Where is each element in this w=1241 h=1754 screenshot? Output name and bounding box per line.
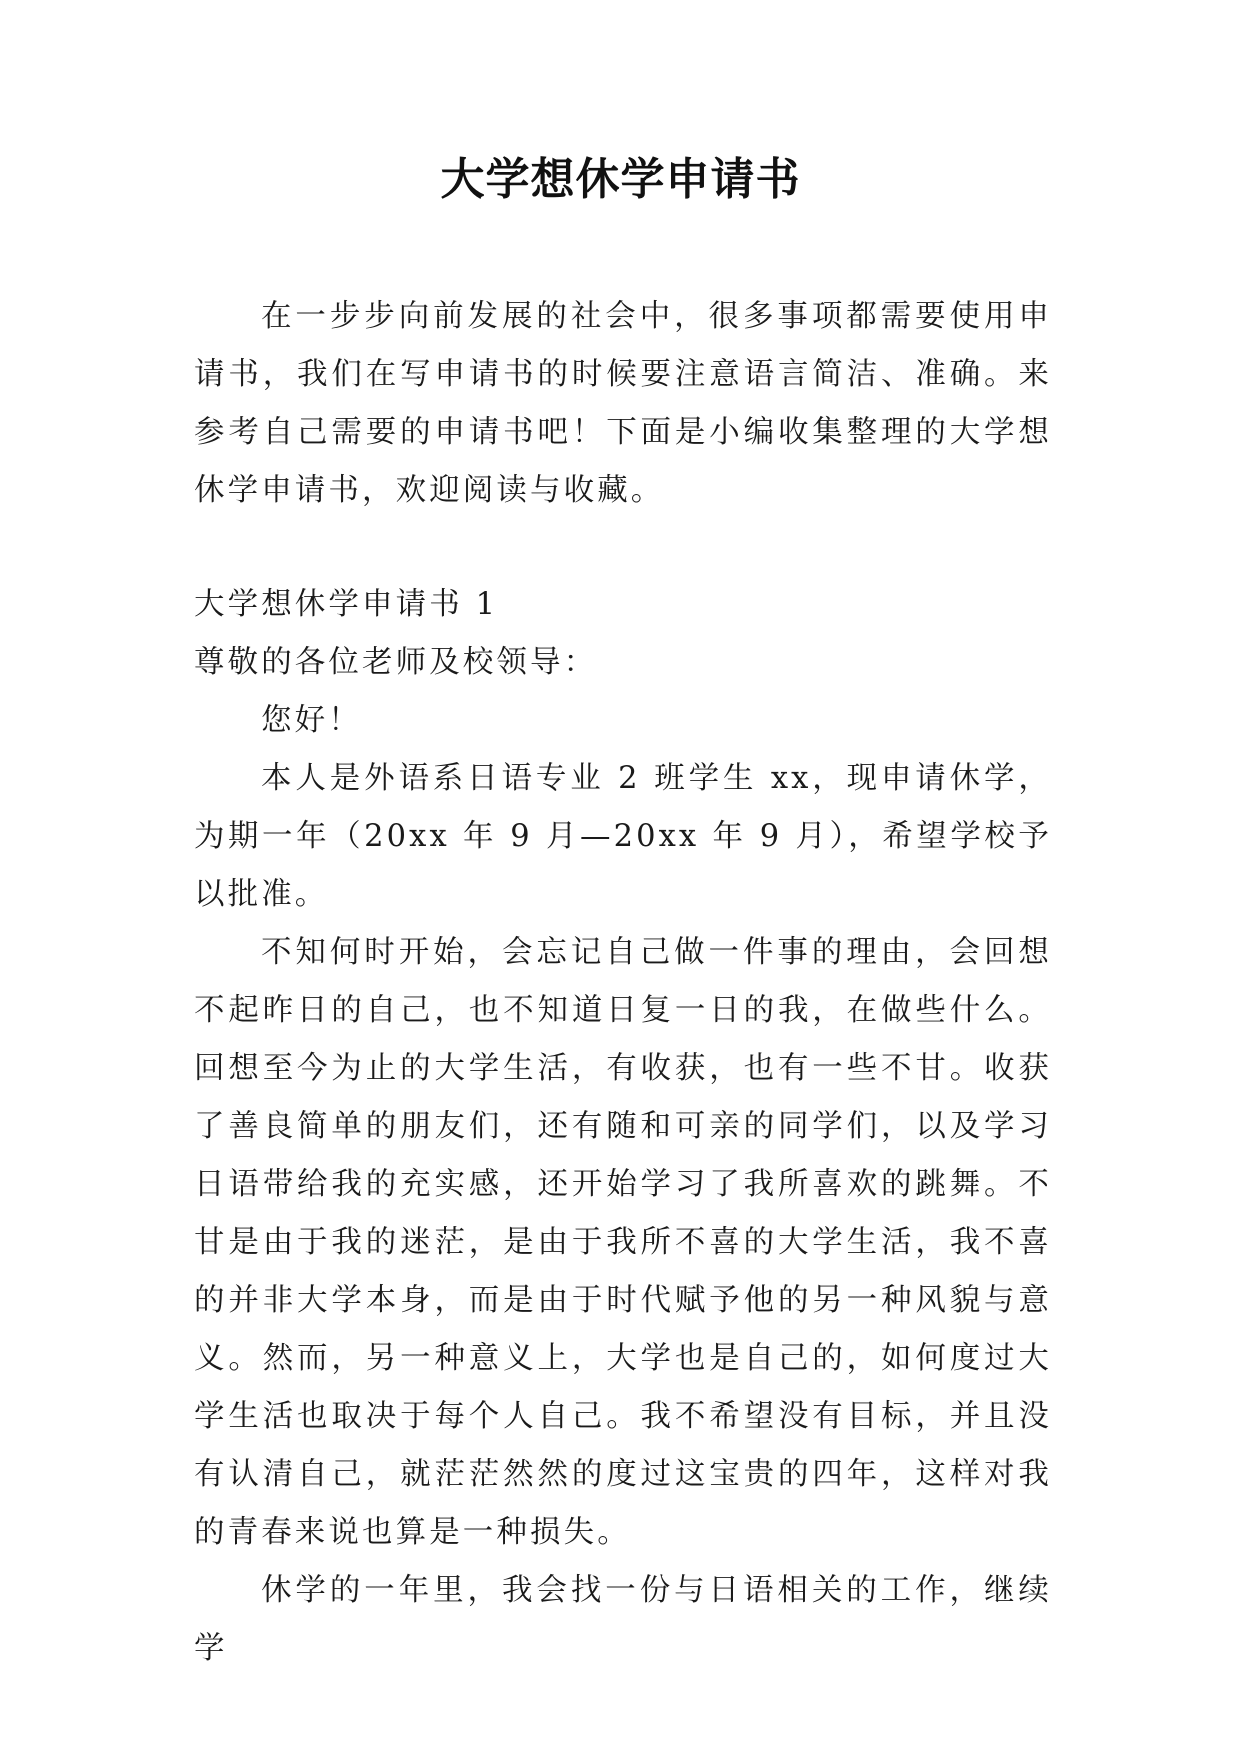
section-heading: 大学想休学申请书 1 [194, 587, 499, 622]
document-body [194, 288, 1052, 1678]
salutation: 尊敬的各位老师及校领导： [194, 645, 598, 680]
greeting: 您好！ [261, 703, 362, 738]
document-title: 大学想休学申请书 [440, 154, 801, 205]
body-paragraph: 不知何时开始，会忘记自己做一件事的理由，会回想不起昨日的自己，也不知道日复一日的我，在做些什么。回想至今为止的大学生活，有收获，也有一些不甘。收获了善良简单的朋友们，还有随和可亲的同学们，以及学习日语带给我的充实感，还开始学习了我所喜欢的跳舞。不甘是由于我的迷茫，是由于我所不喜的大学生活，我不喜的并非大学本身，而是由于时代赋予他的另一种风貌与意义。然而，另一种意义上，大学也是自己的，如何度过大学生活也取决于每个人自己。我不希望没有目标，并且没有认清自己，就茫茫然然的度过这宝贵的四年，这样对我的青春来说也算是一种损失。 [194, 935, 1052, 1550]
body-paragraph: 休学的一年里，我会找一份与日语相关的工作，继续学 [194, 1573, 1052, 1666]
intro-paragraph: 在一步步向前发展的社会中，很多事项都需要使用申请书，我们在写申请书的时候要注意语言简洁、准确。来参考自己需要的申请书吧！下面是小编收集整理的大学想休学申请书，欢迎阅读与收藏。 [194, 299, 1052, 508]
paragraph-gap [194, 520, 1052, 576]
body-paragraph: 本人是外语系日语专业 2 班学生 xx，现申请休学，为期一年（20xx 年 9 月—20xx 年 9 月），希望学校予以批准。 [194, 761, 1052, 912]
